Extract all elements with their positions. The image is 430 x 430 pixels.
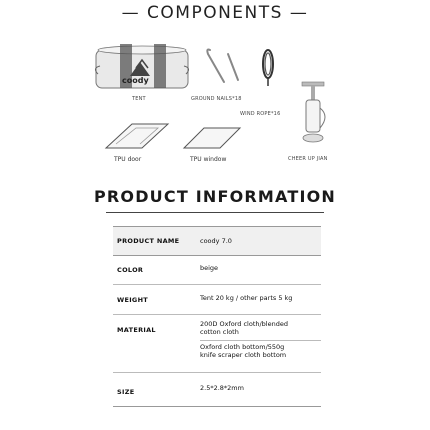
table-row: [113, 284, 321, 314]
table-row: [113, 226, 321, 256]
row-divider: [113, 372, 321, 373]
table-row: [113, 254, 321, 284]
ground-nail-icon: [204, 46, 244, 86]
wind-rope-label: WIND ROPE*16: [240, 111, 281, 117]
tent-label: TENT: [132, 96, 146, 102]
material-value-line2: cotton cloth: [200, 328, 239, 336]
table-row: [113, 314, 321, 372]
pump-icon: [296, 80, 330, 150]
weight-key: WEIGHT: [117, 296, 149, 304]
wind-rope-icon: [258, 46, 278, 88]
tpu-door-label: TPU door: [114, 156, 142, 163]
row-divider: [200, 340, 321, 341]
material-key: MATERIAL: [117, 326, 156, 334]
product-name-value: coody 7.0: [200, 237, 232, 245]
product-info-table: [113, 226, 321, 416]
pump-label: CHEER UP JIAN: [288, 156, 328, 162]
row-divider: [113, 406, 321, 407]
material-value2-line2: knife scraper cloth bottom: [200, 351, 287, 359]
color-value: beige: [200, 264, 219, 272]
table-row: [113, 376, 321, 406]
product-info-title: PRODUCT INFORMATION: [93, 187, 337, 206]
material-value-line1: 200D Oxford cloth/blended: [200, 320, 288, 328]
tent-bag-illustration: [92, 40, 192, 96]
bag-logo: coody: [122, 76, 149, 85]
title-divider: [106, 212, 324, 213]
size-value: 2.5*2.8*2mm: [200, 384, 244, 392]
tpu-window-label: TPU window: [190, 156, 227, 163]
ground-nails-label: GROUND NAILS*18: [191, 96, 242, 102]
tpu-door-icon: [102, 120, 172, 152]
components-title: — COMPONENTS —: [121, 3, 309, 23]
color-key: COLOR: [117, 266, 144, 274]
weight-value: Tent 20 kg / other parts 5 kg: [200, 294, 293, 302]
size-key: SIZE: [117, 388, 135, 396]
tpu-window-icon: [180, 124, 244, 152]
product-name-key: PRODUCT NAME: [117, 237, 180, 245]
material-value2-line1: Oxford cloth bottom/550g: [200, 343, 285, 351]
